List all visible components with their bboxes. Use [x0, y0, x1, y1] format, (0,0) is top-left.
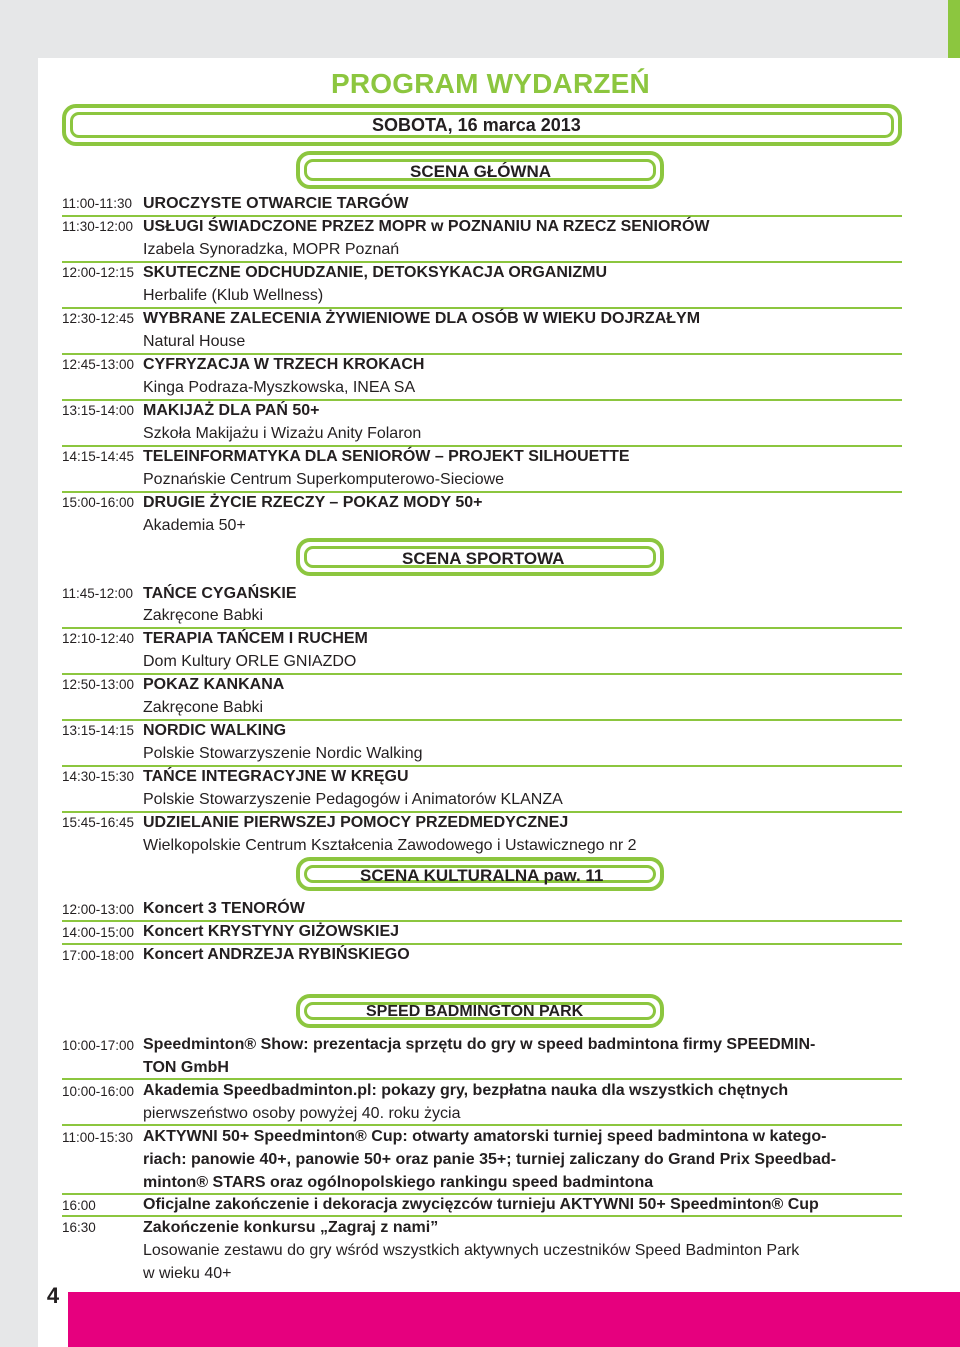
page-number: 4	[46, 1283, 60, 1308]
event-description: pierwszeństwo osoby powyżej 40. roku życia	[143, 1105, 461, 1122]
event-time: 15:00-16:00	[62, 495, 135, 510]
event-title: UDZIELANIE PIERWSZEJ POMOCY PRZEDMEDYCZNEJ	[143, 814, 569, 831]
event-title: NORDIC WALKING	[143, 722, 287, 739]
divider	[62, 920, 902, 922]
event-title: DRUGIE ŻYCIE RZECZY – POKAZ MODY 50+	[143, 494, 483, 511]
top-frame-bar	[0, 0, 960, 58]
event-time: 16:30	[62, 1220, 96, 1235]
divider	[62, 261, 902, 263]
divider	[62, 445, 902, 447]
event-title: MAKIJAŻ DLA PAŃ 50+	[143, 402, 320, 419]
event-title: AKTYWNI 50+ Speedminton® Cup: otwarty amatorski turniej speed badmintona w katego-	[143, 1128, 827, 1145]
event-title: WYBRANE ZALECENIA ŻYWIENIOWE DLA OSÓB W WIEKU DOJRZAŁYM	[143, 310, 701, 327]
divider	[62, 491, 902, 493]
event-title: TELEINFORMATYKA DLA SENIORÓW – PROJEKT SILHOUETTE	[143, 448, 630, 465]
divider	[62, 1193, 902, 1195]
divider	[62, 353, 902, 355]
event-presenter: Akademia 50+	[143, 517, 246, 534]
event-description-continued: w wieku 40+	[143, 1265, 232, 1282]
event-presenter: Herbalife (Klub Wellness)	[143, 287, 324, 304]
event-time: 10:00-17:00	[62, 1038, 135, 1053]
event-title: Zakończenie konkursu „Zagraj z nami”	[143, 1219, 439, 1236]
event-title: UROCZYSTE OTWARCIE TARGÓW	[143, 195, 409, 212]
event-presenter: Polskie Stowarzyszenie Nordic Walking	[143, 745, 423, 762]
divider	[62, 307, 902, 309]
event-title: USŁUGI ŚWIADCZONE PRZEZ MOPR w POZNANIU NA RZECZ SENIORÓW	[143, 218, 710, 235]
event-title: TAŃCE CYGAŃSKIE	[143, 585, 297, 602]
bottom-accent-bar	[68, 1292, 960, 1347]
event-presenter: Natural House	[143, 333, 246, 350]
event-time: 12:45-13:00	[62, 357, 135, 372]
scena-kulturalna-heading: SCENA KULTURALNA paw. 11	[360, 866, 604, 885]
event-time: 11:30-12:00	[62, 219, 134, 234]
scena-sportowa-heading: SCENA SPORTOWA	[402, 549, 565, 568]
event-time: 12:50-13:00	[62, 677, 135, 692]
event-title: Koncert ANDRZEJA RYBIŃSKIEGO	[143, 946, 410, 963]
event-title: CYFRYZACJA W TRZECH KROKACH	[143, 356, 425, 373]
event-title: Koncert KRYSTYNY GIŻOWSKIEJ	[143, 923, 400, 940]
event-time: 17:00-18:00	[62, 948, 135, 963]
top-right-accent	[948, 0, 960, 58]
event-title: Akademia Speedbadminton.pl: pokazy gry, bezpłatna nauka dla wszystkich chętnych	[143, 1082, 789, 1099]
divider	[62, 215, 902, 217]
divider	[62, 627, 902, 629]
divider	[62, 765, 902, 767]
divider	[62, 673, 902, 675]
event-title: Speedminton® Show: prezentacja sprzętu do gry w speed badmintona firmy SPEEDMIN-	[143, 1036, 816, 1053]
event-title-continued: riach: panowie 40+, panowie 50+ oraz panie 35+; turniej zaliczany do Grand Prix Speedbad-	[143, 1151, 837, 1168]
event-time: 11:00-11:30	[62, 196, 133, 211]
event-description: Losowanie zestawu do gry wśród wszystkich aktywnych uczestników Speed Badminton Park	[143, 1242, 800, 1259]
event-presenter: Zakręcone Babki	[143, 699, 264, 716]
event-presenter: Izabela Synoradzka, MOPR Poznań	[143, 241, 400, 258]
event-time: 16:00	[62, 1198, 96, 1213]
event-title-continued: minton® STARS oraz ogólnopolskiego rankingu speed badmintona	[143, 1174, 654, 1191]
event-time: 12:00-13:00	[62, 902, 135, 917]
event-title: TAŃCE INTEGRACYJNE W KRĘGU	[143, 768, 409, 785]
event-time: 10:00-16:00	[62, 1084, 135, 1099]
event-time: 12:10-12:40	[62, 631, 135, 646]
divider	[62, 1124, 902, 1126]
left-frame-bar	[0, 58, 38, 1347]
event-time: 12:00-12:15	[62, 265, 135, 280]
event-time: 11:00-15:30	[62, 1130, 134, 1145]
event-presenter: Kinga Podraza-Myszkowska, INEA SA	[143, 379, 416, 396]
event-title: SKUTECZNE ODCHUDZANIE, DETOKSYKACJA ORGANIZMU	[143, 264, 608, 281]
divider	[62, 399, 902, 401]
event-presenter: Polskie Stowarzyszenie Pedagogów i Animatorów KLANZA	[143, 791, 563, 808]
event-presenter: Poznańskie Centrum Superkomputerowo-Sieciowe	[143, 471, 505, 488]
event-title: TERAPIA TAŃCEM I RUCHEM	[143, 630, 368, 647]
speed-badminton-heading: SPEED BADMINGTON PARK	[366, 1003, 584, 1020]
event-time: 15:45-16:45	[62, 815, 135, 830]
event-title: POKAZ KANKANA	[143, 676, 285, 693]
event-time: 13:15-14:15	[62, 723, 135, 738]
date-heading: SOBOTA, 16 marca 2013	[372, 115, 581, 135]
event-presenter: Zakręcone Babki	[143, 607, 264, 624]
divider	[62, 1215, 902, 1217]
divider	[62, 719, 902, 721]
divider	[62, 943, 902, 945]
event-title: Koncert 3 TENORÓW	[143, 900, 305, 917]
event-time: 14:00-15:00	[62, 925, 135, 940]
page-title: PROGRAM WYDARZEŃ	[331, 68, 650, 99]
event-presenter: Szkoła Makijażu i Wizażu Anity Folaron	[143, 425, 422, 442]
event-title: Oficjalne zakończenie i dekoracja zwycięzców turnieju AKTYWNI 50+ Speedminton® Cup	[143, 1196, 819, 1213]
event-presenter: Wielkopolskie Centrum Kształcenia Zawodowego i Ustawicznego nr 2	[143, 837, 637, 854]
event-time: 13:15-14:00	[62, 403, 135, 418]
event-time: 12:30-12:45	[62, 311, 135, 326]
event-presenter: Dom Kultury ORLE GNIAZDO	[143, 653, 357, 670]
event-time: 11:45-12:00	[62, 586, 134, 601]
divider	[62, 811, 902, 813]
divider	[62, 1078, 902, 1080]
scena-glowna-heading: SCENA GŁÓWNA	[410, 162, 552, 181]
event-time: 14:30-15:30	[62, 769, 135, 784]
event-title-continued: TON GmbH	[143, 1059, 229, 1076]
event-time: 14:15-14:45	[62, 449, 135, 464]
